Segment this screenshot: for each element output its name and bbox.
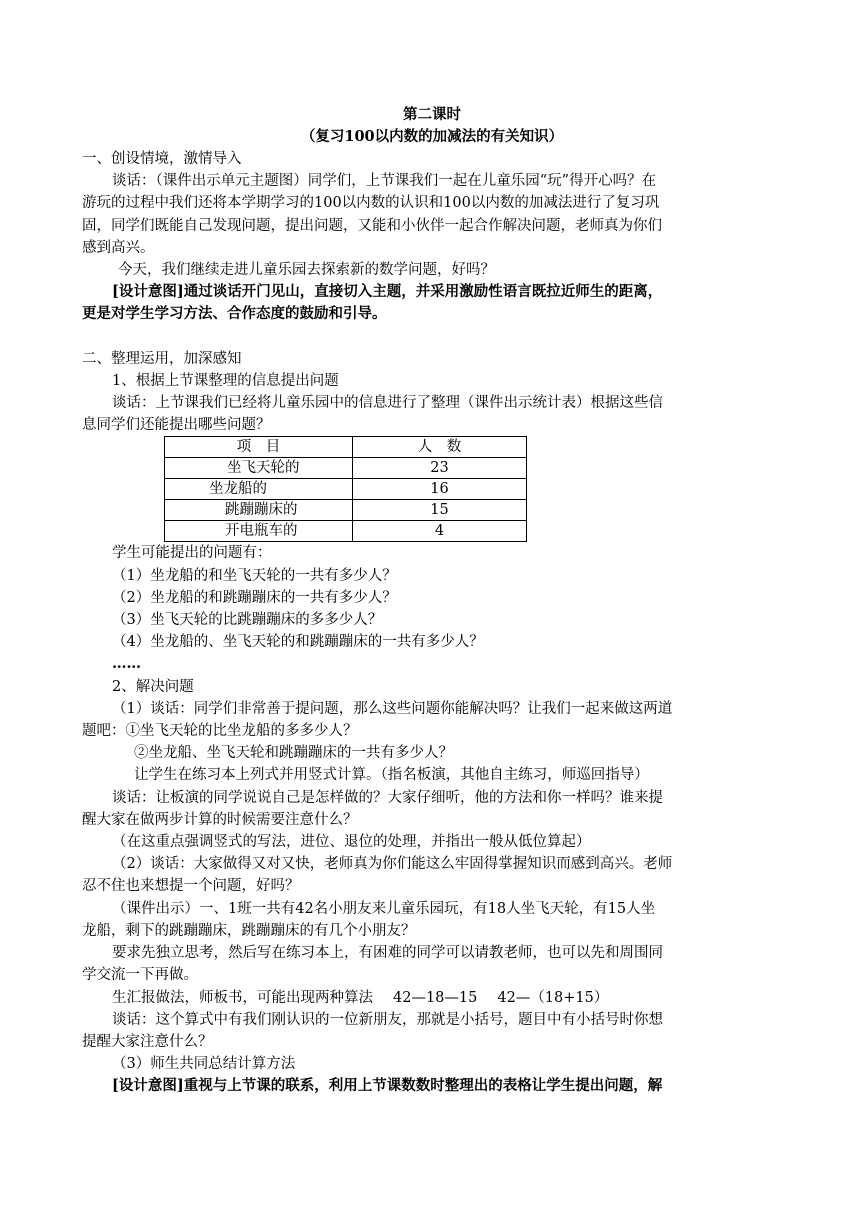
table-cell: 23 bbox=[353, 458, 527, 479]
table-cell: 坐龙船的 bbox=[165, 479, 353, 500]
paragraph-line: 龙船，剩下的跳蹦蹦床，跳蹦蹦床的有几个小朋友？ bbox=[82, 922, 416, 939]
paragraph-line: （课件出示）一、1班一共有42名小朋友来儿童乐园玩，有18人坐飞天轮，有15人坐 bbox=[112, 900, 656, 917]
paragraph-line: 学生可能提出的问题有： bbox=[112, 545, 272, 562]
paragraph-line: 谈话：让板演的同学说说自己是怎样做的？大家仔细听，他的方法和你一样吗？谁来提 bbox=[112, 789, 663, 806]
table-cell: 15 bbox=[353, 500, 527, 521]
question-item: （1）坐龙船的和坐飞天轮的一共有多少人？ bbox=[112, 567, 397, 584]
paragraph-line: 学交流一下再做。 bbox=[82, 967, 198, 984]
paragraph-line: 让学生在练习本上列式并用竖式计算。（指名板演，其他自主练习，师巡回指导） bbox=[134, 767, 649, 784]
table-header-row bbox=[165, 437, 527, 458]
question-item: （3）坐飞天轮的比跳蹦蹦床的多多少人？ bbox=[112, 612, 383, 629]
paragraph-line: 感到高兴。 bbox=[82, 239, 155, 256]
paragraph-line: 题吧：①坐飞天轮的比坐龙船的多多少人？ bbox=[82, 723, 358, 740]
paragraph-line: （3）师生共同总结计算方法 bbox=[112, 1056, 296, 1073]
expression: 42—（18+15） bbox=[497, 989, 609, 1006]
table-cell: 4 bbox=[353, 521, 527, 542]
lesson-subtitle: （复习100以内数的加减法的有关知识） bbox=[300, 128, 564, 145]
design-intent: [设计意图]通过谈话开门见山，直接切入主题，并采用激励性语言既拉近师生的距离， bbox=[112, 283, 663, 301]
paragraph-line bbox=[82, 987, 782, 1009]
paragraph-line: 提醒大家注意什么？ bbox=[82, 1033, 213, 1050]
paragraph-line: （2）谈话：大家做得又对又快，老师真为你们能这么牢固得掌握知识而感到高兴。老师 bbox=[112, 856, 673, 873]
table-row bbox=[165, 479, 527, 500]
paragraph-line: 固，同学们既能自己发现问题，提出问题，又能和小伙伴一起合作解决问题，老师真为你们 bbox=[82, 217, 662, 234]
question-item: （4）坐龙船的、坐飞天轮的和跳蹦蹦床的一共有多少人？ bbox=[112, 634, 484, 651]
paragraph-line: 谈话：上节课我们已经将儿童乐园中的信息进行了整理（课件出示统计表）根据这些信 bbox=[112, 395, 663, 412]
table-header-cell: 项 目 bbox=[165, 437, 353, 458]
table-row bbox=[165, 521, 527, 542]
subheading: 2、解决问题 bbox=[112, 678, 194, 695]
paragraph-line: 今天，我们继续走进儿童乐园去探索新的数学问题，好吗？ bbox=[118, 262, 495, 279]
design-intent: 更是对学生学习方法、合作态度的鼓励和引导。 bbox=[82, 305, 387, 323]
paragraph-line: （在这重点强调竖式的写法，进位、退位的处理，并指出一般从低位算起） bbox=[112, 834, 591, 851]
paragraph-line: ②坐龙船、坐飞天轮和跳蹦蹦床的一共有多少人？ bbox=[134, 745, 453, 762]
paragraph-line: 忍不住也来想提一个问题，好吗？ bbox=[82, 878, 300, 895]
document-body bbox=[82, 104, 782, 1098]
lesson-title: 第二课时 bbox=[403, 106, 461, 123]
section-1-heading: 一、创设情境，激情导入 bbox=[82, 151, 242, 167]
section-2-heading: 二、整理运用，加深感知 bbox=[82, 350, 242, 367]
question-item: （2）坐龙船的和跳蹦蹦床的一共有多少人？ bbox=[112, 589, 397, 606]
table-cell: 16 bbox=[353, 479, 527, 500]
paragraph-line: 谈话：这个算式中有我们刚认识的一位新朋友，那就是小括号，题目中有小括号时你想 bbox=[112, 1011, 663, 1028]
paragraph-text: 生汇报做法，师板书，可能出现两种算法 bbox=[112, 989, 373, 1006]
paragraph-line: 游玩的过程中我们还将本学期学习的100以内数的认识和100以内数的加减法进行了复习巩 bbox=[82, 195, 660, 212]
subheading: 1、根据上节课整理的信息提出问题 bbox=[112, 372, 339, 389]
paragraph-line: （1）谈话：同学们非常善于提问题，那么这些问题你能解决吗？让我们一起来做这两道 bbox=[112, 700, 673, 717]
paragraph-line: 要求先独立思考，然后写在练习本上，有困难的同学可以请教老师，也可以先和周围同 bbox=[112, 945, 663, 962]
table-cell: 坐飞天轮的 bbox=[165, 458, 353, 479]
table-row bbox=[165, 458, 527, 479]
paragraph-line: 醒大家在做两步计算的时候需要注意什么？ bbox=[82, 811, 358, 828]
blank-line bbox=[82, 326, 782, 348]
design-intent: [设计意图]重视与上节课的联系，利用上节课数数时整理出的表格让学生提出问题，解 bbox=[112, 1077, 663, 1095]
ellipsis: …… bbox=[112, 655, 141, 673]
expression: 42—18—15 bbox=[393, 989, 478, 1006]
table-cell: 跳蹦蹦床的 bbox=[165, 500, 353, 521]
table-header-cell: 人 数 bbox=[353, 437, 527, 458]
table-row bbox=[165, 500, 527, 521]
statistics-table bbox=[164, 436, 527, 542]
paragraph-line: 息同学们还能提出哪些问题？ bbox=[82, 417, 271, 434]
paragraph-line: 谈话：（课件出示单元主题图）同学们，上节课我们一起在儿童乐园“玩”得开心吗？在 bbox=[112, 173, 657, 190]
table-cell: 开电瓶车的 bbox=[165, 521, 353, 542]
